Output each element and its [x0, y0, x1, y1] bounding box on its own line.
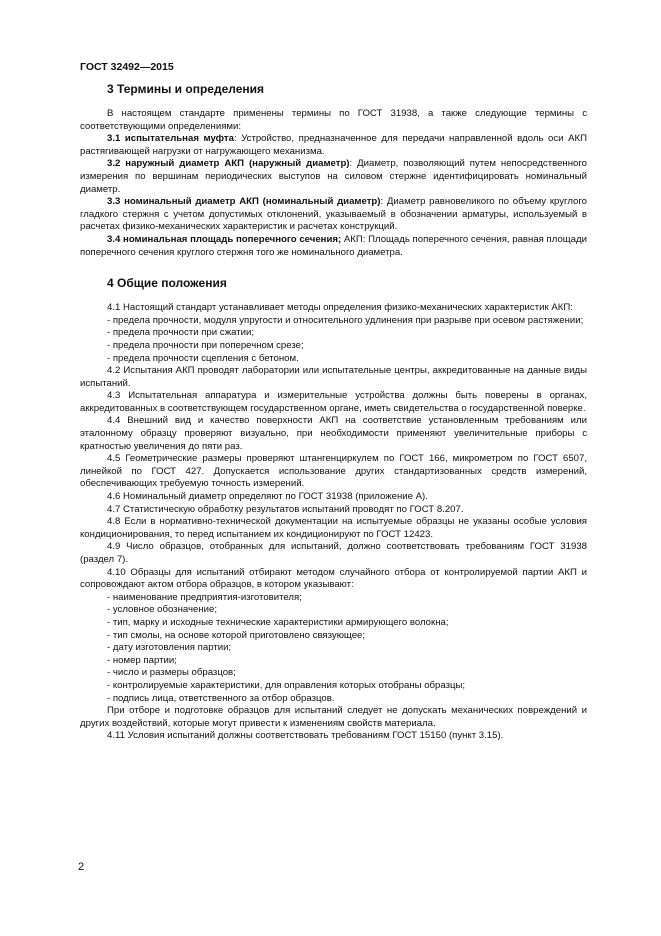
- paragraph: 4.4 Внешний вид и качество поверхности АКП на соответствие установленным требованиям или эталонному образцу проверяют визуально, при необходимости применяют увеличительные приборы с кратностью увеличения до пяти раз.: [80, 415, 587, 452]
- paragraph: 4.1 Настоящий стандарт устанавливает методы определения физико-механических характеристик АКП:: [107, 302, 573, 314]
- paragraph: - условное обозначение;: [107, 604, 217, 616]
- paragraph: - предела прочности при сжатии;: [107, 327, 255, 339]
- term-name: 3.4 номинальная площадь поперечного сечения;: [107, 233, 342, 245]
- term-definition: [80, 196, 587, 234]
- section-4-body: [80, 302, 587, 743]
- paragraph: - контролируемые характеристики, для оправления которых отобраны образцы;: [107, 679, 466, 691]
- term-definition: [80, 234, 587, 259]
- term-definition: [80, 158, 587, 196]
- paragraph: - тип смолы, на основе которой приготовлено связующее;: [107, 629, 366, 641]
- paragraph: - предела прочности при поперечном срезе;: [107, 339, 304, 351]
- term-text: : Диаметр, позволяющий путем непосредственного измерения по вершинам периодических выступов на силовом стержне идентифицировать номинальный диаметр.: [80, 158, 587, 195]
- paragraph: - тип, марку и исходные технические характеристики армирующего волокна;: [107, 616, 449, 628]
- paragraph: - предела прочности, модуля упругости и относительного удлинения при разрыве при осевом растяжении;: [107, 314, 584, 326]
- document-header: ГОСТ 32492—2015: [80, 61, 174, 73]
- section-3-title: 3 Термины и определения: [107, 82, 265, 96]
- paragraph: - наименование предприятия-изготовителя;: [107, 591, 302, 603]
- term-name: 3.1 испытательная муфта: [107, 133, 234, 145]
- term-text: : Диаметр равновеликого по объему круглого гладкого стержня с учетом допустимых отклонений, указываемый в обозначении арматуры, используемый в расчетах физико-механических характеристик и расчетах конструкций.: [80, 196, 587, 233]
- paragraph: 4.7 Статистическую обработку результатов испытаний проводят по ГОСТ 8.207.: [107, 503, 464, 515]
- term-text: : Устройство, предназначенное для передачи направленной вдоль оси АКП растягивающей нагрузки от нагружающего механизма.: [80, 133, 587, 157]
- paragraph: При отборе и подготовке образцов для испытаний следует не допускать механических повреждений и других воздействий, которые могут привести к изменениям свойств материала.: [80, 705, 587, 729]
- term-name: 3.3 номинальный диаметр АКП (номинальный диаметр): [107, 196, 381, 208]
- paragraph: 4.5 Геометрические размеры проверяют штангенциркулем по ГОСТ 166, микрометром по ГОСТ 6507, линейкой по ГОСТ 427. Допускается использование других стандартизованных средств измерений, обеспечивающих требуемую точность измерений.: [80, 453, 587, 490]
- paragraph: 4.10 Образцы для испытаний отбирают методом случайного отбора от контролируемой партии АКП и сопровождают актом отбора образцов, в котором указывают:: [80, 566, 587, 591]
- paragraph: 4.3 Испытательная аппаратура и измерительные устройства должны быть поверены в органах, аккредитованных в соответствующем государственном органе, иметь свидетельства о государственной поверке.: [80, 390, 587, 414]
- term-text: АКП: Площадь поперечного сечения, равная площади поперечного сечения круглого стержня того же номинального диаметра.: [80, 233, 587, 258]
- paragraph: - номер партии;: [107, 654, 177, 666]
- page-content: [80, 82, 587, 743]
- paragraph: 4.9 Число образцов, отобранных для испытаний, должно соответствовать требованиям ГОСТ 31938 (раздел 7).: [80, 541, 587, 565]
- paragraph: - подпись лица, ответственного за отбор образцов.: [107, 692, 335, 704]
- paragraph: - предела прочности сцепления с бетоном.: [107, 352, 299, 364]
- term-definition: [80, 133, 587, 158]
- paragraph: 4.6 Номинальный диаметр определяют по ГОСТ 31938 (приложение А).: [107, 491, 428, 503]
- paragraph: - число и размеры образцов;: [107, 667, 236, 679]
- section-3-intro: В настоящем стандарте применены термины по ГОСТ 31938, а также следующие термины с соответствующими определениями:: [80, 108, 587, 132]
- page-number: 2: [78, 861, 85, 873]
- paragraph: 4.2 Испытания АКП проводят лаборатории или испытательные центры, аккредитованные на данные виды испытаний.: [80, 365, 587, 389]
- term-name: 3.2 наружный диаметр АКП (наружный диаметр): [107, 158, 350, 170]
- paragraph: 4.11 Условия испытаний должны соответствовать требованиям ГОСТ 15150 (пункт 3.15).: [107, 730, 504, 742]
- section-4-title: 4 Общие положения: [107, 276, 227, 291]
- terms-list: [80, 133, 587, 259]
- paragraph: 4.8 Если в нормативно-технической документации на испытуемые образцы не указаны особые условия кондиционирования, то перед испытанием их кондиционируют по ГОСТ 12423.: [80, 516, 587, 540]
- paragraph: - дату изготовления партии;: [107, 642, 232, 654]
